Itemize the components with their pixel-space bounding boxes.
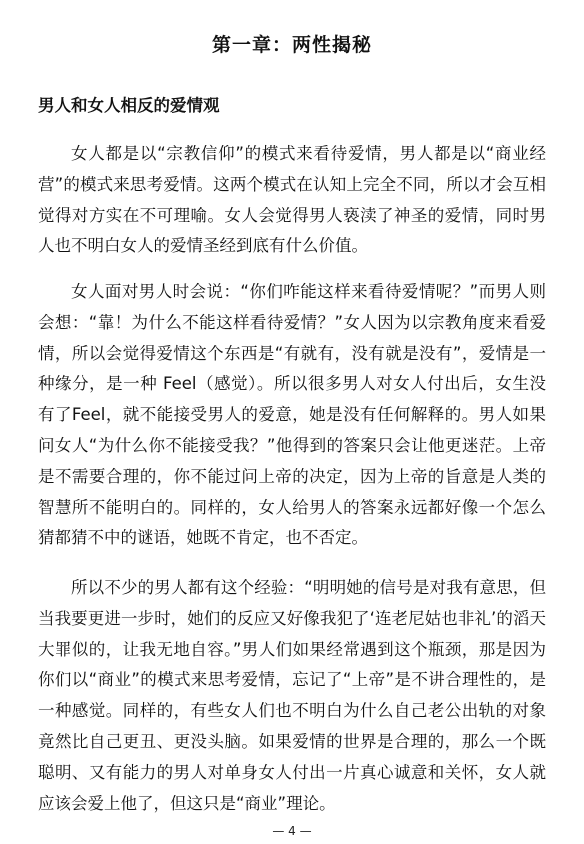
paragraph-3: 所以不少的男人都有这个经验：“明明她的信号是对我有意思，但当我要更进一步时，她们的反应又好像我犯了‘连老尼姑也非礼’的滔天大罪似的，让我无地自容。”男人们如果经常遇到这个瓶颈，那是因为你们以“商业”的模式来思考爱情，忘记了“上帝”是不讲合理性的，是一种感觉。同样的，有些女人们也不明白为什么自己老公出轨的对象竟然比自己更丑、更没头脑。如果爱情的世界是合理的，那么一个既聪明、又有能力的男人对单身女人付出一片真心诚意和关怀，女人就应该会爱上他了，但这只是“商业”理论。 — [38, 578, 546, 813]
paragraph-2: 女人面对男人时会说：“你们咋能这样来看待爱情呢？”而男人则会想：“靠！为什么不能这样看待爱情？”女人因为以宗教角度来看爱情，所以会觉得爱情这个东西是“有就有，没有就是没有”，爱情是一种缘分，是一种 Feel（感觉）。所以很多男人对女人付出后，女生没有了Feel，就不能接受男人的爱意，她是没有任何解释的。男人如果问女人“为什么你不能接受我？”他得到的答案只会让他更迷茫。上帝是不需要合理的，你不能过问上帝的决定，因为上帝的旨意是人类的智慧所不能明白的。同样的，女人给男人的答案永远都好像一个怎么猜都猜不中的谜语，她既不肯定，也不否定。 — [38, 282, 546, 548]
section-heading: 男人和女人相反的爱情观 — [38, 96, 220, 115]
paragraph-1: 女人都是以“宗教信仰”的模式来看待爱情，男人都是以“商业经营”的模式来思考爱情。这两个模式在认知上完全不同，所以才会互相觉得对方实在不可理喻。女人会觉得男人亵渎了神圣的爱情，同时男人也不明白女人的爱情圣经到底有什么价值。 — [38, 144, 546, 256]
page-number: — 4 — — [272, 824, 312, 838]
chapter-title: 第一章：两性揭秘 — [211, 34, 372, 56]
